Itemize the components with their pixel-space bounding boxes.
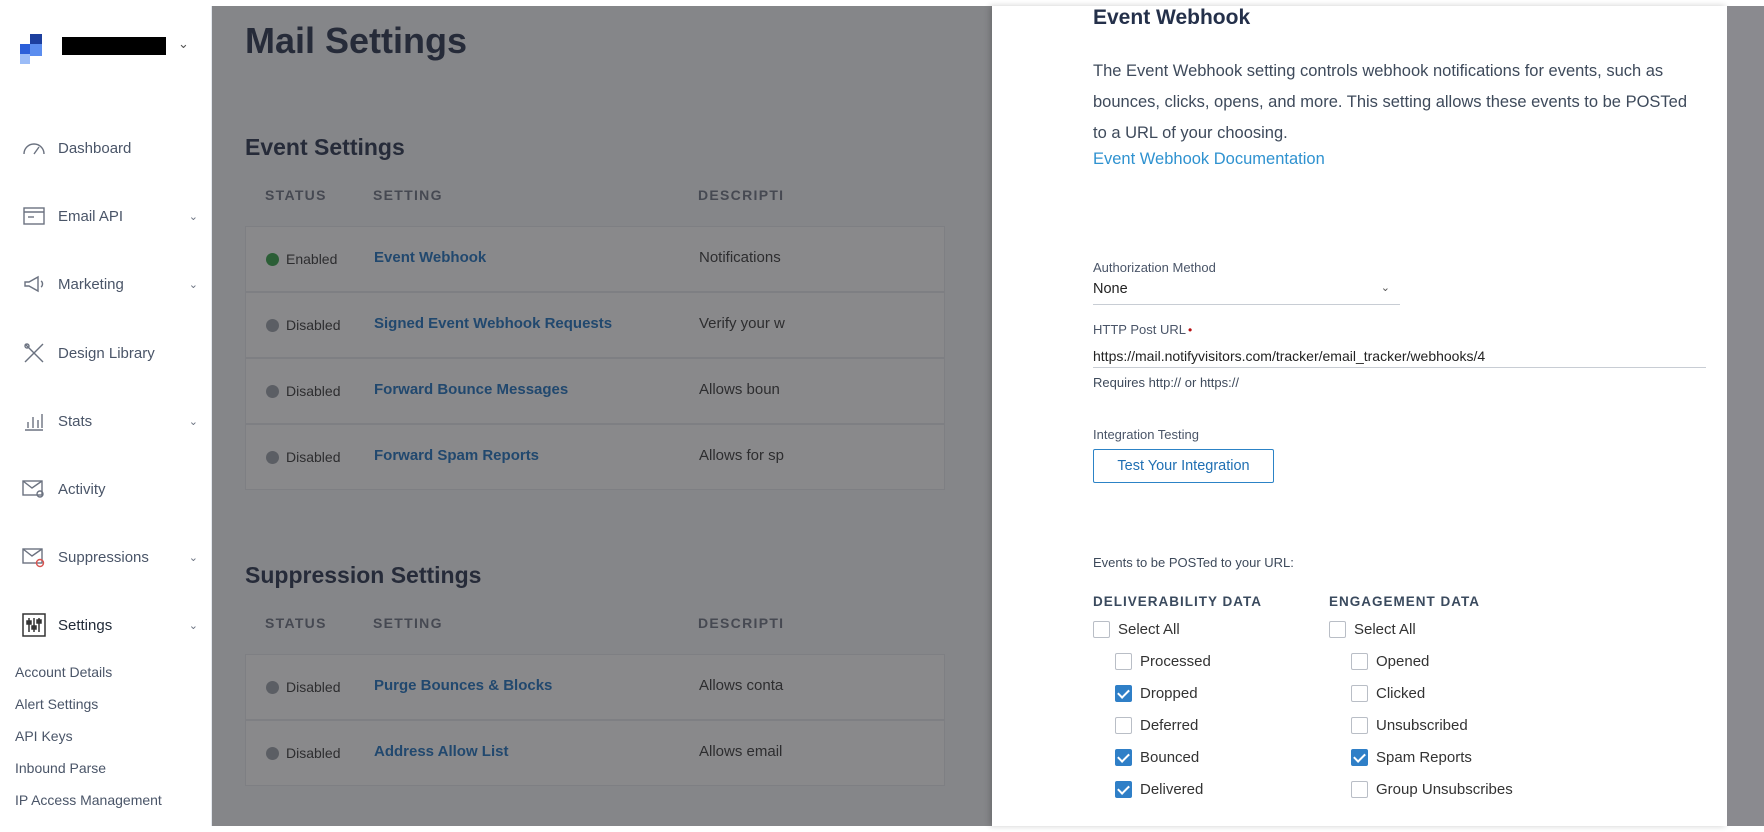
checkbox-delivered[interactable] <box>1115 781 1203 798</box>
panel-description: The Event Webhook setting controls webhook notifications for events, such as bounces, clicks, opens, and more. This setting allows these events to be POSTed to a URL of your choosing. <box>1093 62 1688 142</box>
checkbox-label: Deferred <box>1140 717 1199 734</box>
mail-search-icon <box>20 475 48 503</box>
gauge-icon <box>20 134 48 162</box>
checkbox-spam-reports[interactable] <box>1351 749 1472 766</box>
integration-testing-label: Integration Testing <box>1093 427 1199 442</box>
select-all-checkbox[interactable] <box>1093 621 1180 638</box>
checkbox-label: Unsubscribed <box>1376 717 1468 734</box>
event-webhook-panel <box>992 6 1727 826</box>
checkbox-label: Bounced <box>1140 749 1200 766</box>
checkbox-icon[interactable] <box>1115 717 1132 734</box>
events-label: Events to be POSTed to your URL: <box>1093 555 1294 570</box>
sidebar-item-label: Design Library <box>58 344 155 362</box>
checkbox-icon[interactable] <box>1351 685 1368 702</box>
http-post-url-input[interactable] <box>1093 344 1706 368</box>
checkbox-icon[interactable] <box>1351 717 1368 734</box>
sidebar-item-label: Stats <box>58 412 93 430</box>
checkbox-clicked[interactable] <box>1351 685 1425 702</box>
chevron-down-icon: ⌄ <box>188 415 198 428</box>
chevron-down-icon[interactable]: ⌄ <box>178 36 189 51</box>
checkbox-bounced[interactable] <box>1115 749 1199 766</box>
checkbox-unsubscribed[interactable] <box>1351 717 1468 734</box>
sidebar-item-stats[interactable] <box>20 404 204 438</box>
sidebar-item-dashboard[interactable] <box>20 131 204 165</box>
code-window-icon <box>20 202 48 230</box>
bar-chart-icon <box>20 407 48 435</box>
chevron-down-icon: ⌄ <box>188 210 198 223</box>
megaphone-icon <box>20 270 48 298</box>
sidebar-subitem-inbound-parse[interactable]: Inbound Parse <box>15 760 107 776</box>
sidebar-subitem-ip-access-management[interactable]: IP Access Management <box>15 792 162 808</box>
backdrop-right <box>1727 6 1764 826</box>
deliverability-data-heading: DELIVERABILITY DATA <box>1093 594 1263 609</box>
checkbox-icon[interactable] <box>1329 621 1346 638</box>
checkbox-label: Select All <box>1118 621 1180 638</box>
checkbox-icon[interactable] <box>1093 621 1110 638</box>
chevron-down-icon: ⌄ <box>188 278 198 291</box>
checkbox-label: Processed <box>1140 653 1211 670</box>
design-tools-icon <box>20 339 48 367</box>
sidebar-subitem-api-keys[interactable]: API Keys <box>15 728 73 744</box>
sliders-icon <box>20 611 48 639</box>
sidebar-item-suppressions[interactable] <box>20 540 204 574</box>
checkbox-icon[interactable] <box>1351 653 1368 670</box>
checkbox-checked-icon[interactable] <box>1115 685 1132 702</box>
checkbox-opened[interactable] <box>1351 653 1429 670</box>
checkbox-label: Clicked <box>1376 685 1426 702</box>
checkbox-label: Dropped <box>1140 685 1198 702</box>
checkbox-icon[interactable] <box>1351 781 1368 798</box>
url-hint: Requires http:// or https:// <box>1093 375 1239 390</box>
sidebar-item-label: Dashboard <box>58 139 132 157</box>
sidebar-item-activity[interactable] <box>20 472 204 506</box>
checkbox-checked-icon[interactable] <box>1351 749 1368 766</box>
authorization-method-select[interactable] <box>1093 281 1400 305</box>
logo <box>20 34 50 64</box>
sidebar <box>6 6 212 826</box>
sidebar-item-label: Settings <box>58 616 113 634</box>
chevron-down-icon: ⌄ <box>1380 282 1390 294</box>
checkbox-label: Spam Reports <box>1376 749 1472 766</box>
sidebar-item-email-api[interactable] <box>20 199 204 233</box>
checkbox-label: Group Unsubscribes <box>1376 781 1513 798</box>
checkbox-checked-icon[interactable] <box>1115 749 1132 766</box>
select-all-checkbox[interactable] <box>1329 621 1416 638</box>
checkbox-deferred[interactable] <box>1115 717 1198 734</box>
sidebar-item-label: Email API <box>58 207 124 225</box>
sidebar-subitem-account-details[interactable]: Account Details <box>15 664 113 680</box>
required-indicator: • <box>1187 323 1193 337</box>
http-post-url-label-text: HTTP Post URL <box>1093 322 1186 337</box>
modal-backdrop[interactable] <box>212 6 992 826</box>
sidebar-item-label: Suppressions <box>58 548 149 566</box>
checkbox-label: Select All <box>1354 621 1416 638</box>
chevron-down-icon: ⌄ <box>188 619 198 632</box>
http-post-url-label <box>1093 322 1192 337</box>
panel-title: Event Webhook <box>1093 6 1251 29</box>
engagement-data-heading: ENGAGEMENT DATA <box>1329 594 1480 609</box>
checkbox-label: Opened <box>1376 653 1430 670</box>
checkbox-label: Delivered <box>1140 781 1204 798</box>
sidebar-item-settings[interactable] <box>20 608 204 642</box>
sidebar-item-design-library[interactable] <box>20 336 204 370</box>
event-webhook-documentation-link[interactable]: Event Webhook Documentation <box>1093 150 1325 168</box>
checkbox-group-unsubscribes[interactable] <box>1351 781 1513 798</box>
sidebar-item-marketing[interactable] <box>20 267 204 301</box>
test-your-integration-button[interactable]: Test Your Integration <box>1093 449 1274 483</box>
mail-block-icon <box>20 543 48 571</box>
checkbox-checked-icon[interactable] <box>1115 781 1132 798</box>
checkbox-processed[interactable] <box>1115 653 1211 670</box>
checkbox-icon[interactable] <box>1115 653 1132 670</box>
account-name-redacted[interactable] <box>62 37 166 55</box>
sidebar-subitem-alert-settings[interactable]: Alert Settings <box>15 696 99 712</box>
sidebar-item-label: Activity <box>58 480 106 498</box>
sidebar-item-label: Marketing <box>58 275 124 293</box>
checkbox-dropped[interactable] <box>1115 685 1198 702</box>
main-content <box>212 6 1688 826</box>
chevron-down-icon: ⌄ <box>188 551 198 564</box>
authorization-method-value: None <box>1093 281 1128 297</box>
app-window <box>6 6 1688 826</box>
authorization-method-label: Authorization Method <box>1093 260 1216 275</box>
